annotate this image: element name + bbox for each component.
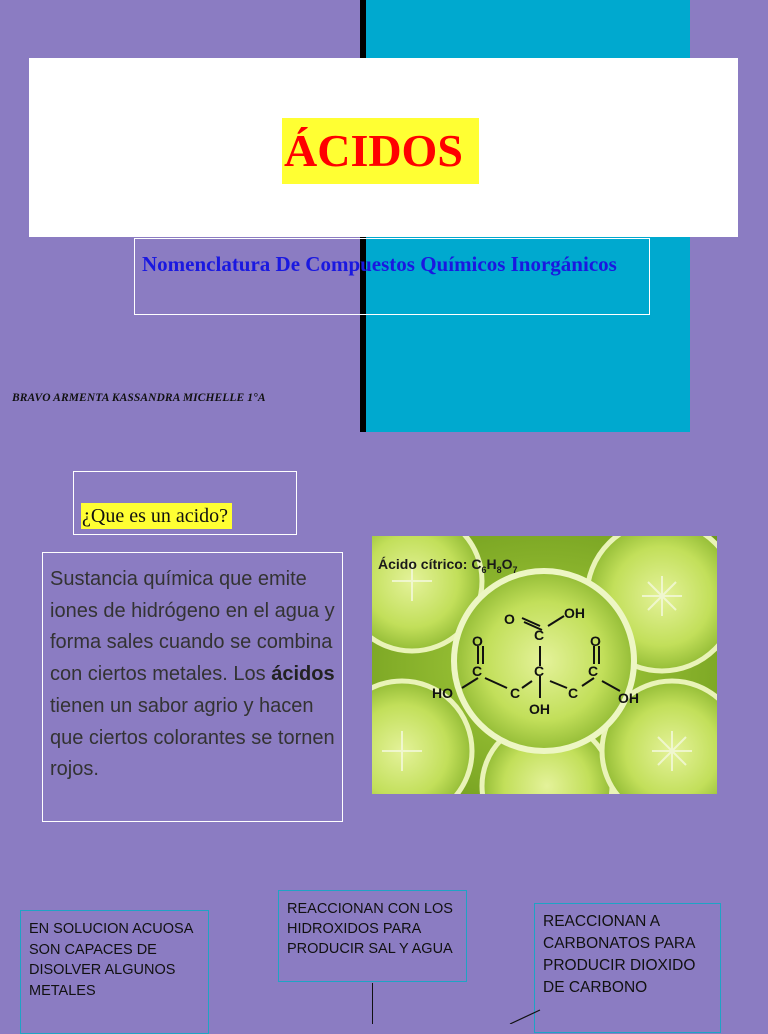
image-formula-label: Ácido cítrico: $C_6H_8O_7$	[378, 556, 518, 575]
page-subtitle: Nomenclatura De Compuestos Químicos Inorgánicos	[142, 252, 617, 276]
atom-ho-left: HO	[432, 685, 453, 701]
citric-acid-illustration	[372, 536, 717, 794]
note-box-hydroxides: REACCIONAN CON LOS HIDROXIDOS PARA PRODUCIR SAL Y AGUA	[278, 890, 467, 982]
note-box-dissolve-metals: EN SOLUCION ACUOSA SON CAPACES DE DISOLVER ALGUNOS METALES	[20, 910, 209, 1034]
author-name: BRAVO ARMENTA KASSANDRA MICHELLE 1°A	[12, 392, 266, 404]
definition-paragraph	[50, 564, 342, 786]
definition-bold-term: ácidos	[271, 663, 335, 686]
atom-oh-top: OH	[564, 605, 585, 621]
definition-text-end: tienen un sabor agrio y hacen que ciertos colorantes se tornen rojos.	[50, 694, 335, 781]
citric-acid-image	[372, 536, 717, 794]
atom-c-lower-right: C	[568, 685, 579, 701]
definition-text-start: Sustancia química que emite iones de hidrógeno en el agua y forma sales cuando se combina con ciertos metales. Los	[50, 568, 335, 686]
atom-c-lower-left: C	[510, 685, 521, 701]
atom-c-center: C	[534, 663, 545, 679]
question-heading: ¿Que es un acido?	[81, 503, 232, 529]
atom-o-top: O	[504, 611, 515, 627]
atom-c-left: C	[472, 663, 483, 679]
connector-line-diagonal	[490, 1000, 550, 1024]
atom-c-right: C	[588, 663, 599, 679]
atom-o-right: O	[590, 633, 601, 649]
atom-c-top: C	[534, 627, 545, 643]
atom-o-left: O	[472, 633, 483, 649]
note-box-carbonates: REACCIONAN A CARBONATOS PARA PRODUCIR DIOXIDO DE CARBONO	[534, 903, 721, 1033]
atom-oh-right: OH	[618, 690, 639, 706]
page-title: ÁCIDOS	[282, 118, 479, 184]
connector-line	[372, 983, 373, 1024]
atom-oh-center: OH	[529, 701, 550, 717]
